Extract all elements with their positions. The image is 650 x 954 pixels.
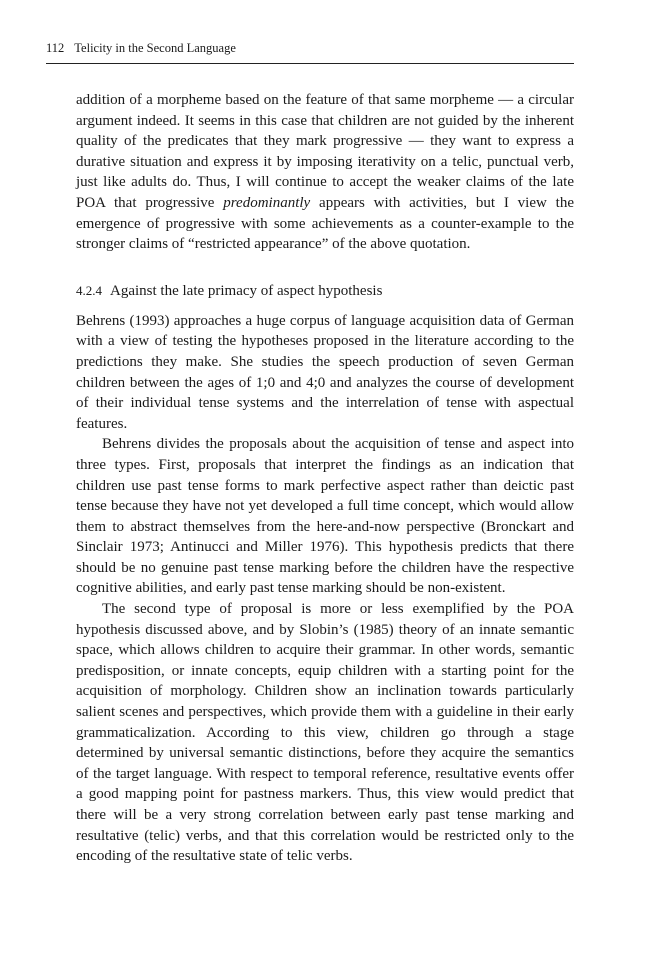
paragraph-text: appears with activities, but I view the emergence of progressive with some achievements as a counter-example to the stronger claims of “restricted appearance” of the above quotation. [76,194,574,253]
paragraph-text: addition of a morpheme based on the feature of that same morpheme — a circular argument indeed. It seems in this case that children are not guided by the inherent quality of the predicates that they mark progressive — they want to express a durative situation and express it by imposing iterativity on a telic, punctual verb, just like adults do. Thus, I will continue to accept the weaker claims of the late POA that progressive [76,92,574,211]
paragraph: Behrens divides the proposals about the acquisition of tense and aspect into three types. First, proposals that interpret the findings as an indication that children use past tense forms to mark perfective aspect rather than deictic past tense because they have not yet developed a full time concept, which would allow them to abstract themselves from the here-and-now perspective (Bronckart and Sinclair 1973; Antinucci and Miller 1976). This hypothesis predicts that there should be no genuine past tense marking before the children have the respective cognitive abilities, and early past tense marking should be non-existent. [76,436,574,597]
section-number: 4.2.4 [76,282,102,298]
running-title: Telicity in the Second Language [74,41,236,55]
running-head [46,39,574,64]
section-title: Against the late primacy of aspect hypothesis [110,282,383,299]
emphasis-text: predominantly [223,194,311,211]
paragraph: The second type of proposal is more or less exemplified by the POA hypothesis discussed above, and by Slobin’s (1985) theory of an innate semantic space, which allows children to acquire their grammar. In other words, semantic predisposition, or innate concepts, equip children with a starting point for the acquisition of morphology. Children show an inclination towards particularly salient scenes and perspectives, which provide them with a guideline in their early grammaticalization. According to this view, children go through a stage determined by universal semantic distinctions, before they acquire the semantics of the target language. With respect to temporal reference, resultative events offer a good mapping point for pastness markers. Thus, this view would predict that there will be a very strong correlation between early past tense marking and resultative (telic) verbs, and that this correlation would be restricted only to the encoding of the resultative state of telic verbs. [76,601,574,865]
page-number: 112 [46,41,65,55]
paragraph-continued [76,90,574,255]
page-body [76,90,574,867]
section-heading [76,281,574,301]
paragraph: Behrens (1993) approaches a huge corpus of language acquisition data of German with a view of testing the hypotheses proposed in the literature according to the predictions they make. She studies the speech production of seven German children between the ages of 1;0 and 4;0 and analyzes the course of development of their individual tense systems and the interrelation of tense with aspectual features. [76,312,574,432]
